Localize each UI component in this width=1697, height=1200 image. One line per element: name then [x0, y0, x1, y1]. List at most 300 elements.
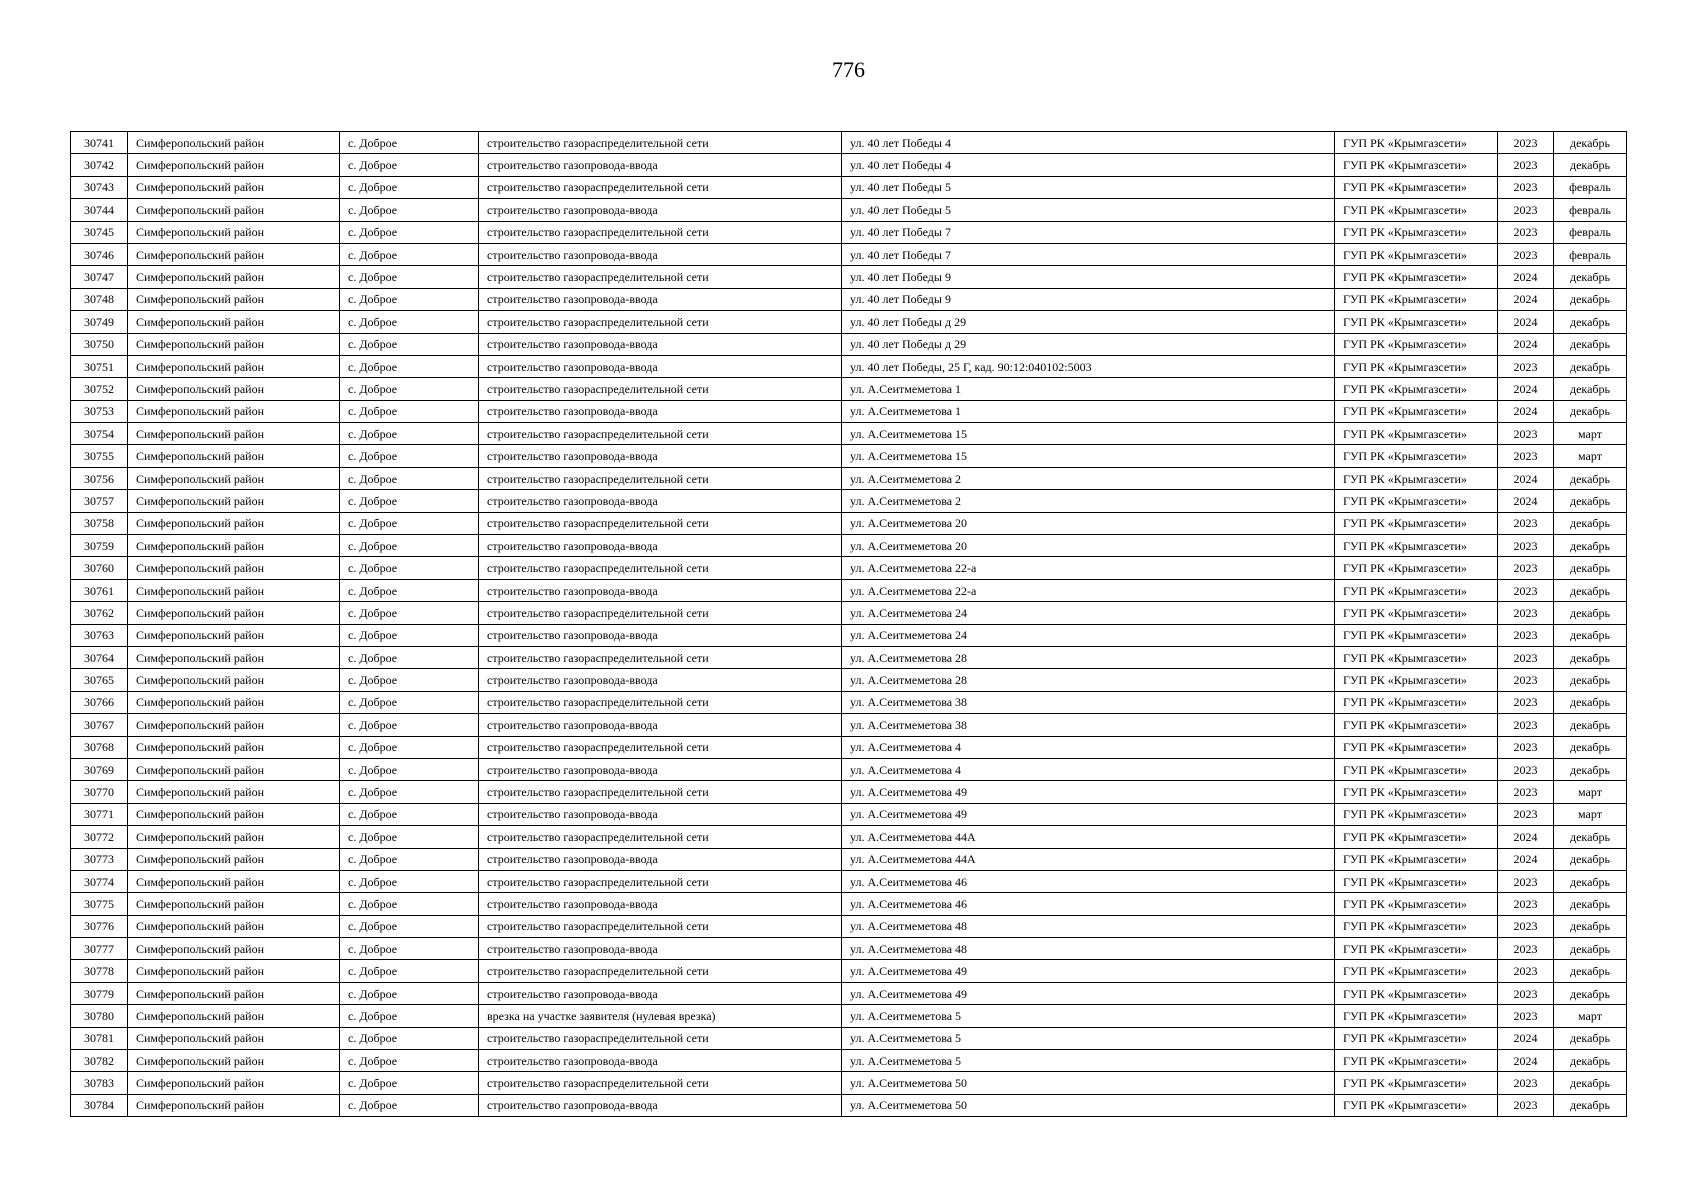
table-row	[71, 870, 1627, 892]
cell-month: декабрь	[1554, 624, 1627, 646]
cell-district: Симферопольский район	[128, 826, 340, 848]
cell-year: 2024	[1498, 400, 1554, 422]
cell-month: декабрь	[1554, 400, 1627, 422]
cell-organization: ГУП РК «Крымгазсети»	[1335, 646, 1498, 668]
cell-record-number: 30772	[71, 826, 128, 848]
cell-record-number: 30754	[71, 423, 128, 445]
cell-year: 2024	[1498, 826, 1554, 848]
cell-month: декабрь	[1554, 355, 1627, 377]
cell-work-type: строительство газопровода-ввода	[479, 333, 842, 355]
cell-work-type: строительство газораспределительной сети	[479, 467, 842, 489]
cell-settlement: с. Доброе	[340, 579, 479, 601]
cell-year: 2023	[1498, 646, 1554, 668]
table-row	[71, 311, 1627, 333]
cell-settlement: с. Доброе	[340, 378, 479, 400]
cell-record-number: 30743	[71, 176, 128, 198]
cell-district: Симферопольский район	[128, 624, 340, 646]
cell-year: 2023	[1498, 758, 1554, 780]
cell-address: ул. 40 лет Победы, 25 Г, кад. 90:12:040102:5003	[842, 355, 1335, 377]
cell-work-type: строительство газораспределительной сети	[479, 781, 842, 803]
cell-address: ул. А.Сеитмеметова 4	[842, 758, 1335, 780]
cell-organization: ГУП РК «Крымгазсети»	[1335, 691, 1498, 713]
cell-month: декабрь	[1554, 982, 1627, 1004]
cell-organization: ГУП РК «Крымгазсети»	[1335, 1027, 1498, 1049]
cell-settlement: с. Доброе	[340, 669, 479, 691]
table-row	[71, 915, 1627, 937]
table-row	[71, 646, 1627, 668]
table-row	[71, 1027, 1627, 1049]
cell-work-type: строительство газораспределительной сети	[479, 736, 842, 758]
cell-district: Симферопольский район	[128, 445, 340, 467]
cell-address: ул. 40 лет Победы 4	[842, 132, 1335, 154]
cell-settlement: с. Доброе	[340, 848, 479, 870]
cell-district: Симферопольский район	[128, 1027, 340, 1049]
cell-settlement: с. Доброе	[340, 960, 479, 982]
cell-settlement: с. Доброе	[340, 826, 479, 848]
table-row	[71, 467, 1627, 489]
cell-work-type: строительство газопровода-ввода	[479, 579, 842, 601]
cell-settlement: с. Доброе	[340, 624, 479, 646]
cell-address: ул. А.Сеитмеметова 49	[842, 960, 1335, 982]
cell-month: декабрь	[1554, 646, 1627, 668]
cell-month: март	[1554, 803, 1627, 825]
cell-work-type: строительство газораспределительной сети	[479, 870, 842, 892]
cell-record-number: 30744	[71, 199, 128, 221]
cell-organization: ГУП РК «Крымгазсети»	[1335, 893, 1498, 915]
cell-settlement: с. Доброе	[340, 221, 479, 243]
table-row	[71, 714, 1627, 736]
cell-organization: ГУП РК «Крымгазсети»	[1335, 982, 1498, 1004]
cell-address: ул. А.Сеитмеметова 44А	[842, 826, 1335, 848]
cell-year: 2023	[1498, 199, 1554, 221]
cell-settlement: с. Доброе	[340, 176, 479, 198]
page-number: 776	[832, 57, 865, 82]
cell-district: Симферопольский район	[128, 288, 340, 310]
cell-organization: ГУП РК «Крымгазсети»	[1335, 378, 1498, 400]
cell-year: 2023	[1498, 1005, 1554, 1027]
table-row	[71, 333, 1627, 355]
cell-year: 2023	[1498, 445, 1554, 467]
table-row	[71, 199, 1627, 221]
cell-address: ул. А.Сеитмеметова 50	[842, 1072, 1335, 1094]
table-row	[71, 1094, 1627, 1116]
cell-address: ул. 40 лет Победы 9	[842, 288, 1335, 310]
table-row	[71, 557, 1627, 579]
table-row	[71, 669, 1627, 691]
cell-settlement: с. Доброе	[340, 781, 479, 803]
cell-settlement: с. Доброе	[340, 758, 479, 780]
cell-settlement: с. Доброе	[340, 355, 479, 377]
table-row	[71, 1005, 1627, 1027]
cell-address: ул. А.Сеитмеметова 44А	[842, 848, 1335, 870]
cell-address: ул. А.Сеитмеметова 5	[842, 1027, 1335, 1049]
cell-district: Симферопольский район	[128, 579, 340, 601]
cell-year: 2023	[1498, 691, 1554, 713]
cell-month: декабрь	[1554, 557, 1627, 579]
cell-work-type: строительство газопровода-ввода	[479, 199, 842, 221]
table-row	[71, 400, 1627, 422]
cell-district: Симферопольский район	[128, 602, 340, 624]
cell-record-number: 30761	[71, 579, 128, 601]
cell-work-type: строительство газопровода-ввода	[479, 758, 842, 780]
cell-year: 2024	[1498, 1050, 1554, 1072]
cell-district: Симферопольский район	[128, 893, 340, 915]
cell-organization: ГУП РК «Крымгазсети»	[1335, 132, 1498, 154]
table-row	[71, 176, 1627, 198]
cell-settlement: с. Доброе	[340, 691, 479, 713]
cell-work-type: строительство газопровода-ввода	[479, 400, 842, 422]
cell-record-number: 30782	[71, 1050, 128, 1072]
cell-settlement: с. Доброе	[340, 1027, 479, 1049]
cell-address: ул. А.Сеитмеметова 22-а	[842, 579, 1335, 601]
cell-month: февраль	[1554, 176, 1627, 198]
cell-record-number: 30778	[71, 960, 128, 982]
cell-settlement: с. Доброе	[340, 602, 479, 624]
cell-month: декабрь	[1554, 960, 1627, 982]
cell-settlement: с. Доброе	[340, 288, 479, 310]
cell-address: ул. А.Сеитмеметова 28	[842, 669, 1335, 691]
cell-district: Симферопольский район	[128, 781, 340, 803]
cell-year: 2024	[1498, 311, 1554, 333]
cell-month: февраль	[1554, 243, 1627, 265]
cell-organization: ГУП РК «Крымгазсети»	[1335, 400, 1498, 422]
cell-work-type: строительство газопровода-ввода	[479, 535, 842, 557]
cell-work-type: строительство газопровода-ввода	[479, 490, 842, 512]
cell-month: декабрь	[1554, 132, 1627, 154]
cell-month: декабрь	[1554, 669, 1627, 691]
cell-district: Симферопольский район	[128, 423, 340, 445]
cell-year: 2024	[1498, 288, 1554, 310]
cell-month: декабрь	[1554, 758, 1627, 780]
table-row	[71, 758, 1627, 780]
cell-settlement: с. Доброе	[340, 1050, 479, 1072]
cell-settlement: с. Доброе	[340, 311, 479, 333]
cell-work-type: строительство газораспределительной сети	[479, 691, 842, 713]
cell-work-type: строительство газопровода-ввода	[479, 982, 842, 1004]
cell-settlement: с. Доброе	[340, 199, 479, 221]
cell-month: декабрь	[1554, 736, 1627, 758]
table-row	[71, 781, 1627, 803]
cell-work-type: строительство газораспределительной сети	[479, 221, 842, 243]
cell-district: Симферопольский район	[128, 915, 340, 937]
table-row	[71, 243, 1627, 265]
cell-record-number: 30770	[71, 781, 128, 803]
cell-district: Симферопольский район	[128, 1072, 340, 1094]
cell-address: ул. А.Сеитмеметова 49	[842, 781, 1335, 803]
cell-organization: ГУП РК «Крымгазсети»	[1335, 781, 1498, 803]
cell-year: 2023	[1498, 669, 1554, 691]
cell-month: декабрь	[1554, 848, 1627, 870]
cell-record-number: 30777	[71, 938, 128, 960]
table-row	[71, 288, 1627, 310]
cell-work-type: строительство газораспределительной сети	[479, 602, 842, 624]
cell-record-number: 30757	[71, 490, 128, 512]
cell-district: Симферопольский район	[128, 646, 340, 668]
cell-organization: ГУП РК «Крымгазсети»	[1335, 736, 1498, 758]
cell-organization: ГУП РК «Крымгазсети»	[1335, 579, 1498, 601]
cell-organization: ГУП РК «Крымгазсети»	[1335, 512, 1498, 534]
cell-work-type: строительство газопровода-ввода	[479, 1094, 842, 1116]
cell-record-number: 30762	[71, 602, 128, 624]
cell-record-number: 30771	[71, 803, 128, 825]
cell-address: ул. А.Сеитмеметова 48	[842, 915, 1335, 937]
cell-organization: ГУП РК «Крымгазсети»	[1335, 557, 1498, 579]
cell-settlement: с. Доброе	[340, 467, 479, 489]
cell-organization: ГУП РК «Крымгазсети»	[1335, 624, 1498, 646]
cell-month: февраль	[1554, 221, 1627, 243]
cell-month: декабрь	[1554, 333, 1627, 355]
cell-organization: ГУП РК «Крымгазсети»	[1335, 826, 1498, 848]
cell-year: 2023	[1498, 624, 1554, 646]
cell-organization: ГУП РК «Крымгазсети»	[1335, 1072, 1498, 1094]
cell-address: ул. 40 лет Победы 7	[842, 243, 1335, 265]
cell-record-number: 30766	[71, 691, 128, 713]
records-table	[70, 131, 1627, 1117]
table-row	[71, 826, 1627, 848]
cell-month: март	[1554, 781, 1627, 803]
cell-district: Симферопольский район	[128, 535, 340, 557]
cell-work-type: строительство газораспределительной сети	[479, 646, 842, 668]
cell-month: декабрь	[1554, 467, 1627, 489]
cell-work-type: строительство газораспределительной сети	[479, 1027, 842, 1049]
cell-organization: ГУП РК «Крымгазсети»	[1335, 803, 1498, 825]
cell-record-number: 30759	[71, 535, 128, 557]
cell-month: декабрь	[1554, 714, 1627, 736]
cell-district: Симферопольский район	[128, 803, 340, 825]
cell-address: ул. А.Сеитмеметова 20	[842, 535, 1335, 557]
cell-organization: ГУП РК «Крымгазсети»	[1335, 333, 1498, 355]
cell-address: ул. А.Сеитмеметова 49	[842, 982, 1335, 1004]
cell-month: март	[1554, 1005, 1627, 1027]
cell-record-number: 30773	[71, 848, 128, 870]
cell-district: Симферопольский район	[128, 333, 340, 355]
cell-address: ул. А.Сеитмеметова 2	[842, 467, 1335, 489]
cell-settlement: с. Доброе	[340, 714, 479, 736]
cell-organization: ГУП РК «Крымгазсети»	[1335, 870, 1498, 892]
cell-record-number: 30765	[71, 669, 128, 691]
cell-year: 2023	[1498, 535, 1554, 557]
cell-district: Симферопольский район	[128, 311, 340, 333]
cell-year: 2024	[1498, 848, 1554, 870]
cell-organization: ГУП РК «Крымгазсети»	[1335, 467, 1498, 489]
table-row	[71, 691, 1627, 713]
cell-year: 2024	[1498, 490, 1554, 512]
cell-district: Симферопольский район	[128, 736, 340, 758]
cell-month: декабрь	[1554, 311, 1627, 333]
cell-record-number: 30742	[71, 154, 128, 176]
cell-work-type: строительство газопровода-ввода	[479, 848, 842, 870]
cell-organization: ГУП РК «Крымгазсети»	[1335, 535, 1498, 557]
cell-year: 2023	[1498, 557, 1554, 579]
cell-address: ул. 40 лет Победы д 29	[842, 333, 1335, 355]
cell-district: Симферопольский район	[128, 154, 340, 176]
table-row	[71, 960, 1627, 982]
cell-year: 2024	[1498, 266, 1554, 288]
cell-year: 2023	[1498, 915, 1554, 937]
table-row	[71, 266, 1627, 288]
cell-record-number: 30749	[71, 311, 128, 333]
cell-year: 2023	[1498, 176, 1554, 198]
table-row	[71, 535, 1627, 557]
cell-district: Симферопольский район	[128, 176, 340, 198]
cell-record-number: 30756	[71, 467, 128, 489]
cell-month: декабрь	[1554, 1094, 1627, 1116]
cell-organization: ГУП РК «Крымгазсети»	[1335, 266, 1498, 288]
table-row	[71, 893, 1627, 915]
cell-organization: ГУП РК «Крымгазсети»	[1335, 938, 1498, 960]
table-row	[71, 803, 1627, 825]
cell-record-number: 30752	[71, 378, 128, 400]
cell-record-number: 30774	[71, 870, 128, 892]
table-row	[71, 736, 1627, 758]
table-row	[71, 445, 1627, 467]
cell-month: декабрь	[1554, 512, 1627, 534]
table-row	[71, 1050, 1627, 1072]
table-row	[71, 423, 1627, 445]
cell-work-type: строительство газопровода-ввода	[479, 893, 842, 915]
cell-organization: ГУП РК «Крымгазсети»	[1335, 423, 1498, 445]
cell-address: ул. А.Сеитмеметова 5	[842, 1050, 1335, 1072]
cell-organization: ГУП РК «Крымгазсети»	[1335, 199, 1498, 221]
cell-work-type: строительство газопровода-ввода	[479, 938, 842, 960]
table-row	[71, 579, 1627, 601]
cell-month: декабрь	[1554, 288, 1627, 310]
cell-district: Симферопольский район	[128, 199, 340, 221]
cell-organization: ГУП РК «Крымгазсети»	[1335, 848, 1498, 870]
cell-month: декабрь	[1554, 490, 1627, 512]
cell-year: 2023	[1498, 221, 1554, 243]
cell-year: 2023	[1498, 1072, 1554, 1094]
cell-address: ул. А.Сеитмеметова 20	[842, 512, 1335, 534]
cell-year: 2023	[1498, 870, 1554, 892]
cell-address: ул. А.Сеитмеметова 4	[842, 736, 1335, 758]
cell-organization: ГУП РК «Крымгазсети»	[1335, 1094, 1498, 1116]
cell-record-number: 30750	[71, 333, 128, 355]
cell-district: Симферопольский район	[128, 938, 340, 960]
cell-district: Симферопольский район	[128, 378, 340, 400]
cell-month: декабрь	[1554, 915, 1627, 937]
table-row	[71, 132, 1627, 154]
cell-organization: ГУП РК «Крымгазсети»	[1335, 1005, 1498, 1027]
cell-organization: ГУП РК «Крымгазсети»	[1335, 960, 1498, 982]
cell-month: декабрь	[1554, 535, 1627, 557]
cell-settlement: с. Доброе	[340, 736, 479, 758]
cell-work-type: строительство газопровода-ввода	[479, 803, 842, 825]
cell-organization: ГУП РК «Крымгазсети»	[1335, 915, 1498, 937]
cell-record-number: 30748	[71, 288, 128, 310]
cell-record-number: 30753	[71, 400, 128, 422]
cell-work-type: строительство газопровода-ввода	[479, 154, 842, 176]
cell-address: ул. А.Сеитмеметова 15	[842, 423, 1335, 445]
cell-settlement: с. Доброе	[340, 490, 479, 512]
cell-record-number: 30763	[71, 624, 128, 646]
cell-district: Симферопольский район	[128, 714, 340, 736]
cell-month: декабрь	[1554, 870, 1627, 892]
table-row	[71, 355, 1627, 377]
cell-record-number: 30746	[71, 243, 128, 265]
cell-address: ул. А.Сеитмеметова 15	[842, 445, 1335, 467]
cell-address: ул. А.Сеитмеметова 38	[842, 691, 1335, 713]
cell-work-type: строительство газораспределительной сети	[479, 176, 842, 198]
cell-settlement: с. Доброе	[340, 915, 479, 937]
cell-settlement: с. Доброе	[340, 243, 479, 265]
cell-district: Симферопольский район	[128, 960, 340, 982]
cell-settlement: с. Доброе	[340, 423, 479, 445]
cell-work-type: строительство газораспределительной сети	[479, 266, 842, 288]
cell-month: декабрь	[1554, 1072, 1627, 1094]
table-row	[71, 982, 1627, 1004]
cell-year: 2023	[1498, 243, 1554, 265]
cell-work-type: строительство газораспределительной сети	[479, 915, 842, 937]
cell-work-type: строительство газораспределительной сети	[479, 826, 842, 848]
cell-year: 2023	[1498, 781, 1554, 803]
cell-month: март	[1554, 445, 1627, 467]
cell-month: декабрь	[1554, 579, 1627, 601]
table-row	[71, 848, 1627, 870]
cell-organization: ГУП РК «Крымгазсети»	[1335, 602, 1498, 624]
cell-address: ул. 40 лет Победы д 29	[842, 311, 1335, 333]
cell-address: ул. А.Сеитмеметова 49	[842, 803, 1335, 825]
cell-year: 2023	[1498, 960, 1554, 982]
cell-organization: ГУП РК «Крымгазсети»	[1335, 243, 1498, 265]
cell-year: 2024	[1498, 467, 1554, 489]
cell-work-type: строительство газопровода-ввода	[479, 445, 842, 467]
cell-work-type: строительство газопровода-ввода	[479, 624, 842, 646]
cell-record-number: 30768	[71, 736, 128, 758]
cell-record-number: 30783	[71, 1072, 128, 1094]
cell-year: 2023	[1498, 423, 1554, 445]
cell-address: ул. 40 лет Победы 5	[842, 176, 1335, 198]
cell-work-type: строительство газораспределительной сети	[479, 960, 842, 982]
cell-month: декабрь	[1554, 1050, 1627, 1072]
cell-district: Симферопольский район	[128, 669, 340, 691]
cell-year: 2023	[1498, 1094, 1554, 1116]
cell-settlement: с. Доброе	[340, 982, 479, 1004]
cell-settlement: с. Доброе	[340, 803, 479, 825]
cell-month: декабрь	[1554, 266, 1627, 288]
cell-district: Симферопольский район	[128, 490, 340, 512]
cell-record-number: 30741	[71, 132, 128, 154]
cell-settlement: с. Доброе	[340, 1072, 479, 1094]
cell-district: Симферопольский район	[128, 243, 340, 265]
cell-record-number: 30781	[71, 1027, 128, 1049]
cell-district: Симферопольский район	[128, 1050, 340, 1072]
cell-year: 2023	[1498, 154, 1554, 176]
cell-work-type: строительство газораспределительной сети	[479, 311, 842, 333]
cell-organization: ГУП РК «Крымгазсети»	[1335, 445, 1498, 467]
cell-year: 2023	[1498, 736, 1554, 758]
cell-organization: ГУП РК «Крымгазсети»	[1335, 758, 1498, 780]
cell-settlement: с. Доброе	[340, 938, 479, 960]
cell-record-number: 30745	[71, 221, 128, 243]
cell-address: ул. А.Сеитмеметова 50	[842, 1094, 1335, 1116]
cell-month: декабрь	[1554, 602, 1627, 624]
cell-organization: ГУП РК «Крымгазсети»	[1335, 355, 1498, 377]
cell-settlement: с. Доброе	[340, 266, 479, 288]
cell-settlement: с. Доброе	[340, 400, 479, 422]
cell-work-type: строительство газопровода-ввода	[479, 714, 842, 736]
cell-address: ул. А.Сеитмеметова 24	[842, 602, 1335, 624]
cell-record-number: 30767	[71, 714, 128, 736]
cell-organization: ГУП РК «Крымгазсети»	[1335, 714, 1498, 736]
cell-year: 2024	[1498, 1027, 1554, 1049]
table-row	[71, 221, 1627, 243]
cell-year: 2023	[1498, 938, 1554, 960]
cell-record-number: 30747	[71, 266, 128, 288]
cell-address: ул. А.Сеитмеметова 2	[842, 490, 1335, 512]
cell-address: ул. А.Сеитмеметова 46	[842, 893, 1335, 915]
cell-year: 2023	[1498, 602, 1554, 624]
